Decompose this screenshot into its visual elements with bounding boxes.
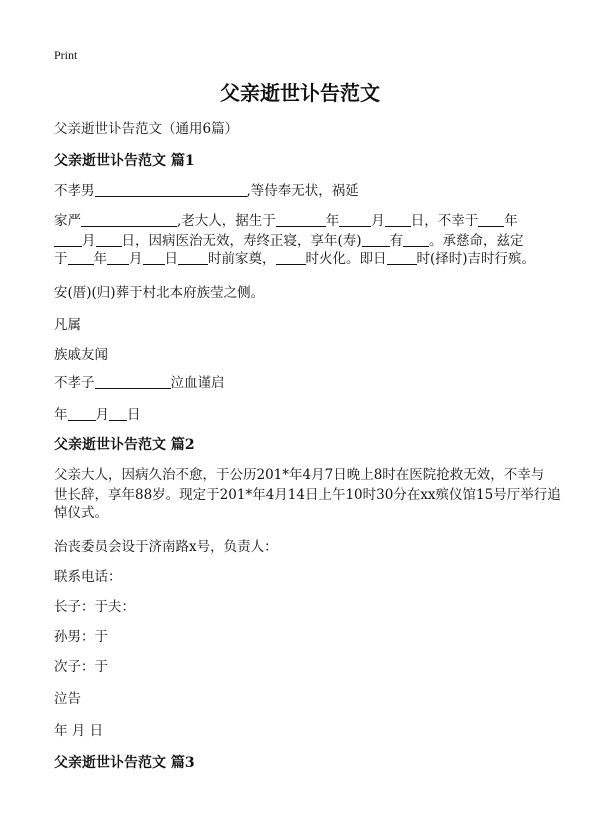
p1-line-1: 不孝男 ,等侍奉无状，祸延: [54, 183, 359, 199]
p2-line-3: 悼仪式。: [54, 505, 108, 521]
p2-line-6: 长子：于夫：: [54, 599, 135, 615]
section-heading-1: 父亲逝世讣告范文 篇1: [54, 153, 195, 169]
blank-field: [68, 406, 96, 421]
p2-line-9: 泣告: [54, 691, 81, 707]
blank-field: [339, 212, 371, 227]
blank-field: [178, 250, 208, 265]
p1-line-3: 月 日，因病医治无效，寿终正寝，享年(寿) 有 。承慈命，兹定: [54, 232, 524, 250]
blank-field: [276, 212, 326, 227]
p2-line-7: 孙男：于: [54, 629, 108, 645]
p1-line-6: 凡属: [54, 317, 81, 333]
intro-line: 父亲逝世讣告范文（通用6篇）: [54, 121, 239, 137]
blank-field: [81, 212, 177, 227]
blank-field: [276, 250, 306, 265]
blank-field: [109, 406, 127, 421]
p1-line-2: 家严 ,老大人，据生于 年 月 日，不幸于 年: [54, 213, 518, 229]
section-heading-2: 父亲逝世讣告范文 篇2: [54, 437, 195, 453]
p1-line-4: 于 年 月 日 时前家奠， 时火化。即日 时(择时)吉时行殡。: [54, 251, 536, 267]
blank-field: [387, 250, 417, 265]
blank-field: [95, 374, 171, 389]
print-link[interactable]: Print: [54, 48, 78, 62]
p1-line-7: 族戚友闻: [54, 347, 108, 363]
p2-line-8: 次子：于: [54, 659, 108, 675]
p2-line-1: 父亲大人，因病久治不愈，于公历201*年4月7日晚上8时在医院抢救无效，不幸与: [54, 467, 545, 483]
p1-line-9: 年 月 日: [54, 407, 141, 423]
blank-field: [68, 250, 94, 265]
section-heading-3: 父亲逝世讣告范文 篇3: [54, 755, 195, 771]
blank-field: [54, 232, 82, 247]
blank-field: [403, 232, 429, 247]
blank-field: [107, 250, 129, 265]
p2-line-5: 联系电话：: [54, 569, 122, 585]
blank-field: [143, 250, 165, 265]
p1-line-8: 不孝子 泣血谨启: [54, 375, 225, 391]
blank-field: [478, 212, 504, 227]
blank-field: [95, 182, 247, 197]
blank-field: [385, 212, 411, 227]
blank-field: [96, 232, 122, 247]
p1-line-5: 安(厝)(归)葬于村北本府族莹之侧。: [54, 285, 265, 301]
page-title: 父亲逝世讣告范文: [220, 81, 380, 105]
p2-line-2: 世长辞，享年88岁。现定于201*年4月14日上午10时30分在xx殡仪馆15号厅举行追: [54, 487, 561, 503]
blank-field: [362, 232, 390, 247]
p2-line-10: 年 月 日: [54, 723, 104, 739]
p2-line-4: 治丧委员会设于济南路x号，负责人：: [54, 539, 278, 555]
